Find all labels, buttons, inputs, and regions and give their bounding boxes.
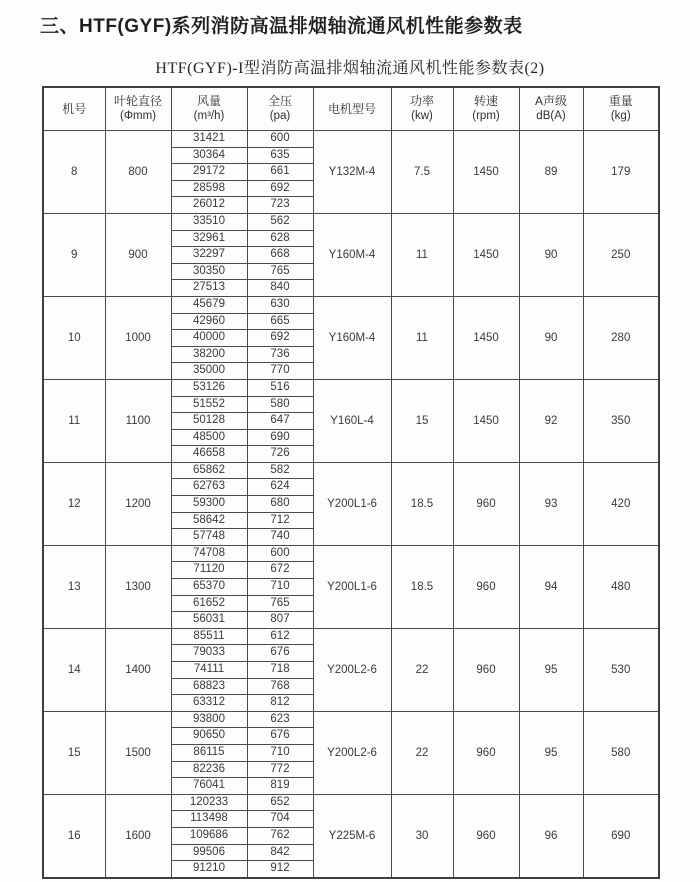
flow-cell: 62763 <box>171 479 247 496</box>
pressure-cell: 807 <box>247 612 313 629</box>
pressure-cell: 762 <box>247 827 313 844</box>
pressure-cell: 710 <box>247 744 313 761</box>
flow-cell: 48500 <box>171 429 247 446</box>
table-body <box>43 131 659 878</box>
flow-cell: 82236 <box>171 761 247 778</box>
speed-cell: 960 <box>453 462 519 545</box>
pressure-cell: 665 <box>247 313 313 330</box>
weight-cell: 350 <box>583 379 659 462</box>
pressure-cell: 840 <box>247 280 313 297</box>
noise-cell: 89 <box>519 131 583 214</box>
fan-performance-table <box>42 86 660 879</box>
col-header-machine-no <box>43 87 105 131</box>
motor-cell: Y160M-4 <box>313 213 391 296</box>
flow-cell: 30350 <box>171 263 247 280</box>
pressure-cell: 723 <box>247 197 313 214</box>
pressure-cell: 600 <box>247 545 313 562</box>
flow-cell: 27513 <box>171 280 247 297</box>
pressure-cell: 768 <box>247 678 313 695</box>
noise-cell: 94 <box>519 545 583 628</box>
pressure-cell: 772 <box>247 761 313 778</box>
machine-no-cell: 12 <box>43 462 105 545</box>
noise-cell: 90 <box>519 213 583 296</box>
pressure-cell: 647 <box>247 413 313 430</box>
pressure-cell: 712 <box>247 512 313 529</box>
weight-cell: 480 <box>583 545 659 628</box>
speed-cell: 960 <box>453 628 519 711</box>
pressure-cell: 765 <box>247 263 313 280</box>
flow-cell: 45679 <box>171 296 247 313</box>
pressure-cell: 812 <box>247 695 313 712</box>
weight-cell: 580 <box>583 711 659 794</box>
pressure-cell: 672 <box>247 562 313 579</box>
document-page <box>0 11 700 879</box>
weight-cell: 250 <box>583 213 659 296</box>
pressure-cell: 635 <box>247 147 313 164</box>
pressure-cell: 704 <box>247 811 313 828</box>
flow-cell: 113498 <box>171 811 247 828</box>
pressure-cell: 680 <box>247 496 313 513</box>
col-label: 重量 <box>608 94 633 109</box>
table-row <box>43 462 659 479</box>
diameter-cell: 1000 <box>105 296 171 379</box>
flow-cell: 33510 <box>171 213 247 230</box>
flow-cell: 32297 <box>171 247 247 264</box>
flow-cell: 35000 <box>171 363 247 380</box>
motor-cell: Y225M-6 <box>313 794 391 877</box>
pressure-cell: 718 <box>247 662 313 679</box>
flow-cell: 61652 <box>171 595 247 612</box>
flow-cell: 32961 <box>171 230 247 247</box>
flow-cell: 58642 <box>171 512 247 529</box>
motor-cell: Y200L1-6 <box>313 545 391 628</box>
pressure-cell: 562 <box>247 213 313 230</box>
header-row <box>43 87 659 131</box>
flow-cell: 85511 <box>171 628 247 645</box>
power-cell: 7.5 <box>391 131 453 214</box>
table-row <box>43 711 659 728</box>
motor-cell: Y200L1-6 <box>313 462 391 545</box>
col-unit: (Φmm) <box>120 110 156 123</box>
pressure-cell: 770 <box>247 363 313 380</box>
pressure-cell: 692 <box>247 180 313 197</box>
machine-no-cell: 8 <box>43 131 105 214</box>
noise-cell: 92 <box>519 379 583 462</box>
noise-cell: 93 <box>519 462 583 545</box>
diameter-cell: 1200 <box>105 462 171 545</box>
power-cell: 11 <box>391 213 453 296</box>
pressure-cell: 624 <box>247 479 313 496</box>
flow-cell: 40000 <box>171 330 247 347</box>
diameter-cell: 900 <box>105 213 171 296</box>
flow-cell: 68823 <box>171 678 247 695</box>
table-row <box>43 628 659 645</box>
col-label: 电机型号 <box>327 101 376 116</box>
pressure-cell: 692 <box>247 330 313 347</box>
pressure-cell: 736 <box>247 346 313 363</box>
flow-cell: 86115 <box>171 744 247 761</box>
flow-cell: 51552 <box>171 396 247 413</box>
pressure-cell: 912 <box>247 861 313 878</box>
col-unit: (m³/h) <box>193 110 225 123</box>
flow-cell: 59300 <box>171 496 247 513</box>
flow-cell: 31421 <box>171 131 247 148</box>
pressure-cell: 628 <box>247 230 313 247</box>
flow-cell: 29172 <box>171 164 247 181</box>
flow-cell: 53126 <box>171 379 247 396</box>
noise-cell: 95 <box>519 711 583 794</box>
pressure-cell: 612 <box>247 628 313 645</box>
col-unit: (pa) <box>269 110 291 123</box>
weight-cell: 530 <box>583 628 659 711</box>
table-row <box>43 296 659 313</box>
pressure-cell: 819 <box>247 778 313 795</box>
machine-no-cell: 9 <box>43 213 105 296</box>
flow-cell: 76041 <box>171 778 247 795</box>
diameter-cell: 800 <box>105 131 171 214</box>
speed-cell: 1450 <box>453 213 519 296</box>
table-row <box>43 794 659 811</box>
flow-cell: 93800 <box>171 711 247 728</box>
flow-cell: 71120 <box>171 562 247 579</box>
flow-cell: 90650 <box>171 728 247 745</box>
table-row <box>43 131 659 148</box>
machine-no-cell: 16 <box>43 794 105 877</box>
flow-cell: 28598 <box>171 180 247 197</box>
col-header-pressure <box>247 87 313 131</box>
motor-cell: Y200L2-6 <box>313 711 391 794</box>
machine-no-cell: 15 <box>43 711 105 794</box>
diameter-cell: 1600 <box>105 794 171 877</box>
col-label: 功率 <box>409 94 434 109</box>
page-title: 三、HTF(GYF)系列消防高温排烟轴流通风机性能参数表 <box>40 16 523 37</box>
noise-cell: 90 <box>519 296 583 379</box>
table-row <box>43 545 659 562</box>
machine-no-cell: 11 <box>43 379 105 462</box>
pressure-cell: 661 <box>247 164 313 181</box>
flow-cell: 109686 <box>171 827 247 844</box>
flow-cell: 50128 <box>171 413 247 430</box>
pressure-cell: 765 <box>247 595 313 612</box>
pressure-cell: 676 <box>247 728 313 745</box>
col-unit: (rpm) <box>472 110 500 123</box>
speed-cell: 960 <box>453 545 519 628</box>
pressure-cell: 676 <box>247 645 313 662</box>
table-row <box>43 213 659 230</box>
power-cell: 22 <box>391 628 453 711</box>
power-cell: 18.5 <box>391 545 453 628</box>
col-header-flow <box>171 87 247 131</box>
pressure-cell: 580 <box>247 396 313 413</box>
flow-cell: 99506 <box>171 844 247 861</box>
weight-cell: 280 <box>583 296 659 379</box>
pressure-cell: 516 <box>247 379 313 396</box>
pressure-cell: 668 <box>247 247 313 264</box>
col-label: A声级 <box>534 94 567 109</box>
flow-cell: 74708 <box>171 545 247 562</box>
pressure-cell: 710 <box>247 579 313 596</box>
col-label: 机号 <box>62 101 87 116</box>
diameter-cell: 1500 <box>105 711 171 794</box>
speed-cell: 1450 <box>453 131 519 214</box>
flow-cell: 38200 <box>171 346 247 363</box>
pressure-cell: 842 <box>247 844 313 861</box>
power-cell: 30 <box>391 794 453 877</box>
speed-cell: 960 <box>453 794 519 877</box>
flow-cell: 46658 <box>171 446 247 463</box>
weight-cell: 179 <box>583 131 659 214</box>
motor-cell: Y132M-4 <box>313 131 391 214</box>
col-header-power <box>391 87 453 131</box>
pressure-cell: 726 <box>247 446 313 463</box>
motor-cell: Y200L2-6 <box>313 628 391 711</box>
flow-cell: 56031 <box>171 612 247 629</box>
machine-no-cell: 13 <box>43 545 105 628</box>
pressure-cell: 582 <box>247 462 313 479</box>
diameter-cell: 1100 <box>105 379 171 462</box>
col-unit: (kw) <box>411 110 433 123</box>
pressure-cell: 690 <box>247 429 313 446</box>
flow-cell: 30364 <box>171 147 247 164</box>
machine-no-cell: 14 <box>43 628 105 711</box>
pressure-cell: 652 <box>247 794 313 811</box>
motor-cell: Y160M-4 <box>313 296 391 379</box>
pressure-cell: 740 <box>247 529 313 546</box>
col-label: 风量 <box>196 94 221 109</box>
power-cell: 11 <box>391 296 453 379</box>
weight-cell: 420 <box>583 462 659 545</box>
flow-cell: 91210 <box>171 861 247 878</box>
col-header-diameter <box>105 87 171 131</box>
flow-cell: 63312 <box>171 695 247 712</box>
diameter-cell: 1300 <box>105 545 171 628</box>
flow-cell: 42960 <box>171 313 247 330</box>
speed-cell: 1450 <box>453 296 519 379</box>
weight-cell: 690 <box>583 794 659 877</box>
flow-cell: 57748 <box>171 529 247 546</box>
flow-cell: 26012 <box>171 197 247 214</box>
col-label: 全压 <box>267 94 292 109</box>
col-header-weight <box>583 87 659 131</box>
power-cell: 18.5 <box>391 462 453 545</box>
table-subtitle: HTF(GYF)-I型消防高温排烟轴流通风机性能参数表(2) <box>155 60 545 77</box>
table-row <box>43 379 659 396</box>
col-header-motor <box>313 87 391 131</box>
power-cell: 15 <box>391 379 453 462</box>
col-label: 转速 <box>473 94 498 109</box>
pressure-cell: 630 <box>247 296 313 313</box>
flow-cell: 79033 <box>171 645 247 662</box>
col-header-noise <box>519 87 583 131</box>
flow-cell: 65862 <box>171 462 247 479</box>
motor-cell: Y160L-4 <box>313 379 391 462</box>
diameter-cell: 1400 <box>105 628 171 711</box>
pressure-cell: 600 <box>247 131 313 148</box>
col-unit: dB(A) <box>536 110 566 123</box>
noise-cell: 95 <box>519 628 583 711</box>
pressure-cell: 623 <box>247 711 313 728</box>
speed-cell: 1450 <box>453 379 519 462</box>
machine-no-cell: 10 <box>43 296 105 379</box>
flow-cell: 65370 <box>171 579 247 596</box>
power-cell: 22 <box>391 711 453 794</box>
col-label: 叶轮直径 <box>113 94 162 109</box>
col-unit: (kg) <box>610 110 631 123</box>
flow-cell: 74111 <box>171 662 247 679</box>
col-header-speed <box>453 87 519 131</box>
speed-cell: 960 <box>453 711 519 794</box>
noise-cell: 96 <box>519 794 583 877</box>
flow-cell: 120233 <box>171 794 247 811</box>
